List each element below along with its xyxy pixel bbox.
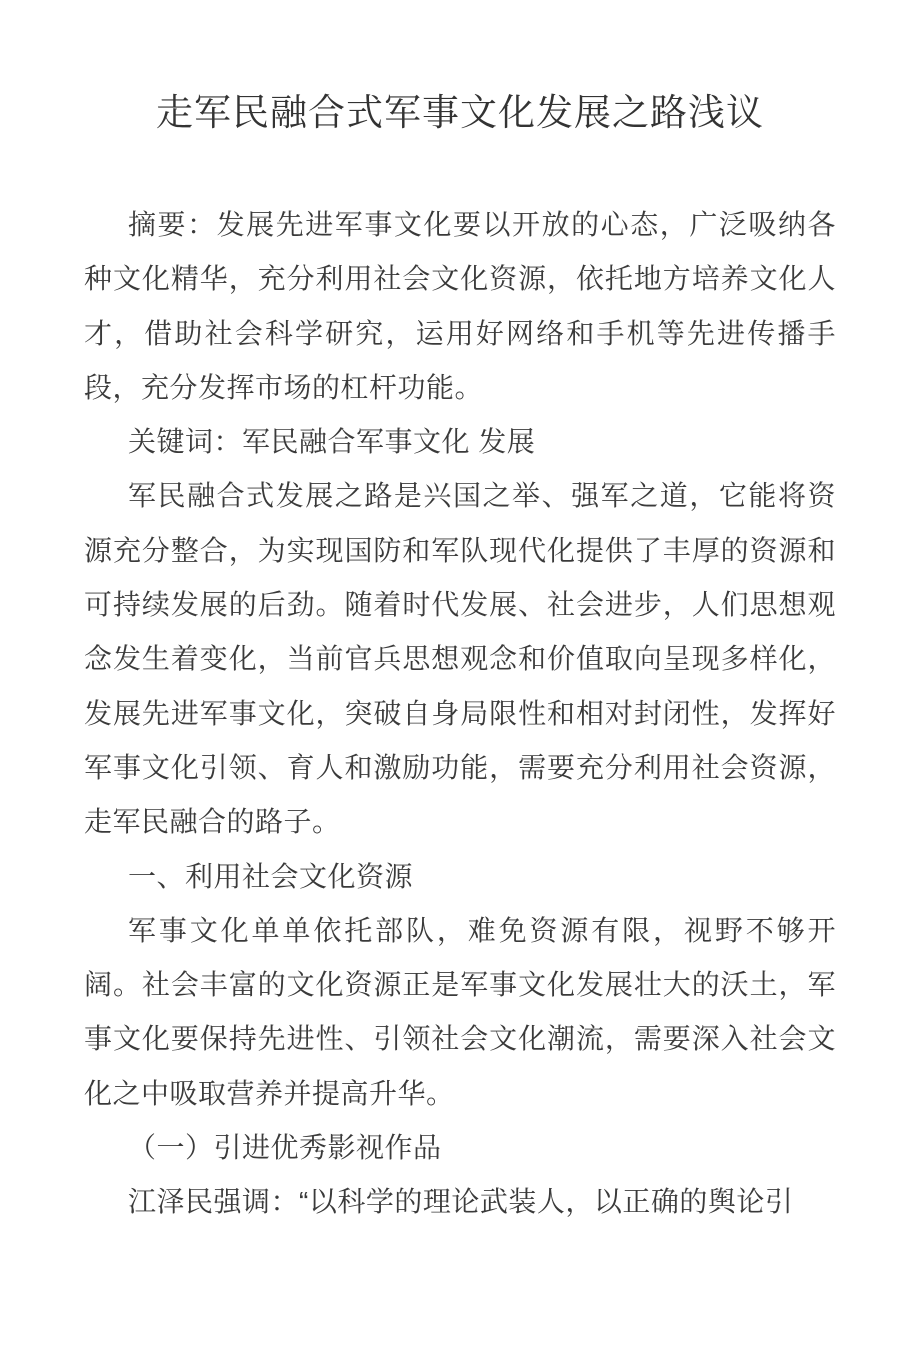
body-paragraph-1: 军民融合式发展之路是兴国之举、强军之道，它能将资源充分整合，为实现国防和军队现代化提供了丰厚的资源和可持续发展的后劲。随着时代发展、社会进步，人们思想观念发生着变化，当前官兵思想观念和价值取向呈现多样化，发展先进军事文化，突破自身局限性和相对封闭性，发挥好军事文化引领、育人和激励功能，需要充分利用社会资源，走军民融合的路子。 <box>84 480 836 838</box>
document-body <box>0 198 920 1230</box>
subsection-heading-1: （一）引进优秀影视作品 <box>128 1132 442 1164</box>
body-paragraph-2: 军事文化单单依托部队，难免资源有限，视野不够开阔。社会丰富的文化资源正是军事文化发展壮大的沃土，军事文化要保持先进性、引领社会文化潮流，需要深入社会文化之中吸取营养并提高升华。 <box>84 914 836 1109</box>
body-paragraph-3: 江泽民强调：“以科学的理论武装人，以正确的舆论引 <box>128 1186 794 1218</box>
section-heading-1: 一、利用社会文化资源 <box>128 860 414 892</box>
abstract-paragraph: 摘要：发展先进军事文化要以开放的心态，广泛吸纳各种文化精华，充分利用社会文化资源，依托地方培养文化人才，借助社会科学研究，运用好网络和手机等先进传播手段，充分发挥市场的杠杆功能。 <box>84 209 836 403</box>
keywords-paragraph: 关键词：军民融合军事文化 发展 <box>128 426 536 458</box>
document-title: 走军民融合式军事文化发展之路浅议 <box>156 92 764 133</box>
